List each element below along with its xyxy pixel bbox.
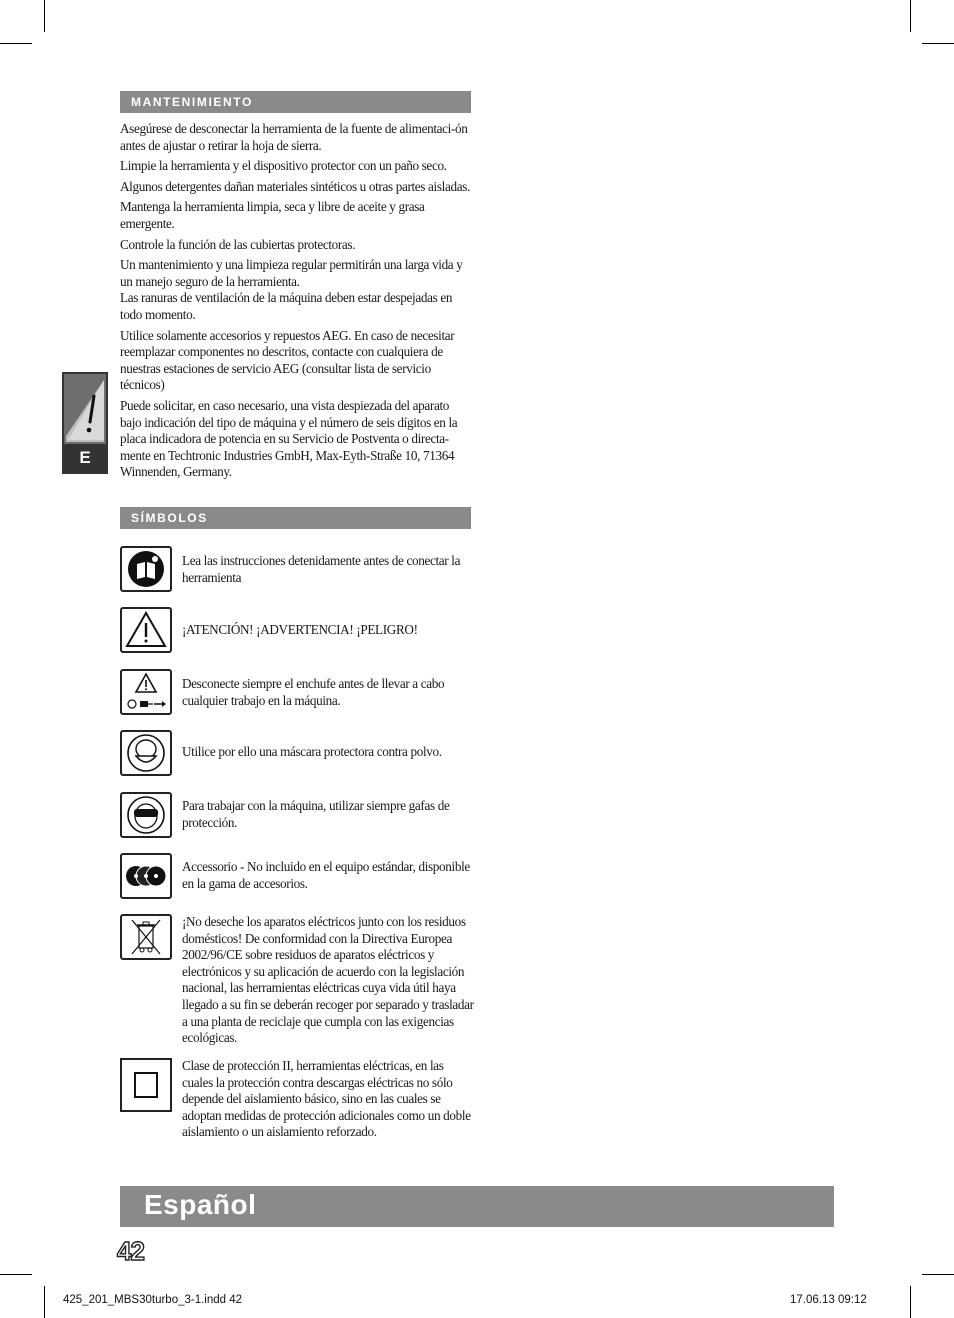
symbol-description: Desconecte siempre el enchufe antes de llevar a cabo cualquier trabajo en la máquina. [182,676,445,708]
language-title: Español [144,1189,257,1220]
symbol-description: Lea las instrucciones detenidamente antes de conectar la herramienta [182,553,461,585]
saw-blades-icon [120,853,172,899]
safety-goggles-icon [120,792,172,838]
language-letter: E [79,448,91,467]
crop-mark [44,0,45,32]
maintenance-paragraph: Utilice solamente accesorios y repuestos AEG. En caso de necesitar reemplazar componentes no descritos, contacte con cualquiera de nuestras estaciones de servicio AEG (consultar lista de servicio técnicos) [120,327,455,393]
warning-triangle-icon [120,607,172,653]
maintenance-paragraph: Mantenga la herramienta limpia, seca y libre de aceite y grasa emergente. [120,199,425,231]
crop-mark [0,43,32,44]
maintenance-body [120,121,472,485]
symbol-description: Clase de protección II, herramientas eléctricas, en las cuales la protección contra descargas eléctricas no sólo depende del aislamiento básico, sino en las cuales se adoptan medidas de protección adicionales como un doble aislamiento o un aislamiento reforzado. [182,1058,471,1140]
symbol-description: Para trabajar con la máquina, utilizar siempre gafas de protección. [182,798,450,830]
symbol-description: Utilice por ello una máscara protectora contra polvo. [182,744,442,759]
symbol-description: ¡No deseche los aparatos eléctricos junto con los residuos domésticos! De conformidad con la Directiva Europea 2002/96/CE sobre residuos de aparatos eléctricos y electrónicos y su aplicación de acuerdo con la legislación nacional, las herramientas eléctricas cuya vida útil haya llegado a su fin se deberán recoger por separado y trasladar a una planta de reciclaje que cumpla con las exigencias ecológicas. [182,914,474,1046]
crop-mark [910,1286,911,1318]
maintenance-paragraph: Un mantenimiento y una limpieza regular permitirán una larga vida y un manejo seguro de la herramienta. [120,257,463,289]
read-manual-icon [120,546,172,592]
maintenance-paragraph: Puede solicitar, en caso necesario, una vista despiezada del aparato bajo indicación del tipo de máquina y el número de seis dígitos en la placa indicadora de potencia en su Servicio de Postventa o directa-mente en Techtronic Industries GmbH, Max-Eyth-Straße 10, 71364 Winnenden, Germany. [120,397,458,480]
class-ii-insulation-icon [120,1058,172,1112]
dust-mask-icon [120,730,172,776]
maintenance-heading: MANTENIMIENTO [120,91,471,113]
maintenance-paragraph: Algunos detergentes dañan materiales sintéticos u otras partes aisladas. [120,178,470,194]
file-slug: 425_201_MBS30turbo_3-1.indd 42 [63,1294,243,1306]
crop-mark [0,1274,32,1275]
maintenance-paragraph: Limpie la herramienta y el dispositivo protector con un paño seco. [120,158,447,174]
warning-triangle-icon [64,374,106,444]
crop-mark [44,1286,45,1318]
symbol-description: ¡ATENCIÓN! ¡ADVERTENCIA! ¡PELIGRO! [182,622,418,637]
weee-bin-icon [120,914,172,960]
maintenance-paragraph: Asegúrese de desconectar la herramienta de la fuente de alimentaci-ón antes de ajustar o retirar la hoja de sierra. [120,121,468,153]
symbols-heading: SÍMBOLOS [120,507,471,529]
unplug-warning-icon [120,669,172,715]
maintenance-paragraph: Las ranuras de ventilación de la máquina deben estar despejadas en todo momento. [120,290,453,322]
date-slug: 17.06.13 09:12 [790,1294,867,1306]
language-side-tab [62,372,108,474]
symbol-description: Accessorio - No incluido en el equipo estándar, disponible en la gama de accesorios. [182,859,470,891]
crop-mark [922,1274,954,1275]
language-footer-bar [120,1186,834,1227]
crop-mark [922,43,954,44]
crop-mark [910,0,911,32]
page-number: 42 [117,1236,144,1266]
maintenance-paragraph: Controle la función de las cubiertas protectoras. [120,236,356,252]
